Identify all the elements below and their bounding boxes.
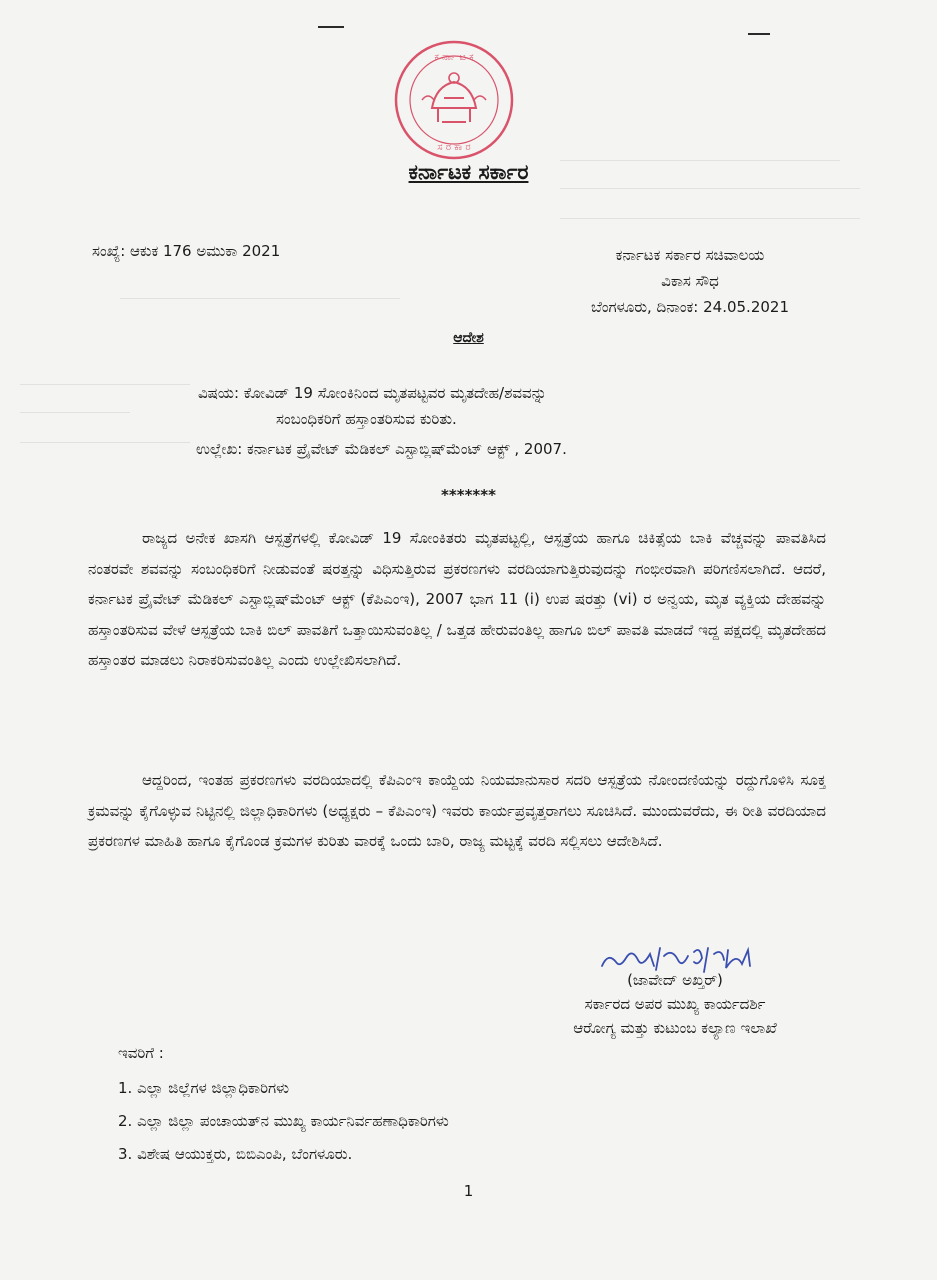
office-line: ಕರ್ನಾಟಕ ಸರ್ಕಾರ ಸಚಿವಾಲಯ <box>615 246 765 264</box>
order-title: ಆದೇಶ <box>453 330 484 346</box>
recipient-item: 1. ಎಲ್ಲಾ ಜಿಲ್ಲೆಗಳ ಜಿಲ್ಲಾಧಿಕಾರಿಗಳು <box>118 1079 290 1097</box>
office-date-line: ಬೆಂಗಳೂರು, ದಿನಾಂಕ: 24.05.2021 <box>591 298 789 316</box>
body-paragraph <box>88 523 826 676</box>
signatory-designation: ಸರ್ಕಾರದ ಅಪರ ಮುಖ್ಯ ಕಾರ್ಯದರ್ಶಿ <box>584 995 766 1013</box>
bleed-through-line <box>20 412 130 413</box>
bleed-through-line <box>20 384 190 385</box>
separator: ******* <box>441 486 496 504</box>
paragraph-text: ಆದ್ದರಿಂದ, ಇಂತಹ ಪ್ರಕರಣಗಳು ವರದಿಯಾದಲ್ಲಿ ಕೆಪಿಎಂಇ ಕಾಯ್ದೆಯ ನಿಯಮಾನುಸಾರ ಸದರಿ ಆಸ್ಪತ್ರೆಯ ನೋಂದಣಿಯನ್ನು ರದ್ದುಗೊಳಿಸಿ ಸೂಕ್ತ ಕ್ರಮವನ್ನು ಕೈಗೊಳ್ಳುವ ನಿಟ್ಟಿನಲ್ಲಿ ಜಿಲ್ಲಾಧಿಕಾರಿಗಳು (ಅಧ್ಯಕ್ಷರು – ಕೆಪಿಎಂಇ) ಇವರು ಕಾರ್ಯಪ್ರವೃತ್ತರಾಗಲು ಸೂಚಿಸಿದೆ. ಮುಂದುವರೆದು, ಈ ರೀತಿ ವರದಿಯಾದ ಪ್ರಕರಣಗಳ ಮಾಹಿತಿ ಹಾಗೂ ಕೈಗೊಂಡ ಕ್ರಮಗಳ ಕುರಿತು ವಾರಕ್ಕೆ ಒಂದು ಬಾರಿ, ರಾಜ್ಯ ಮಟ್ಟಕ್ಕೆ ವರದಿ ಸಲ್ಲಿಸಲು ಆದೇಶಿಸಿದೆ. <box>88 771 826 850</box>
signatory-block <box>520 968 830 1040</box>
subject-line: ಸಂಬಂಧಿಕರಿಗೆ ಹಸ್ತಾಂತರಿಸುವ ಕುರಿತು. <box>276 410 457 428</box>
government-title: ಕರ್ನಾಟಕ ಸರ್ಕಾರ <box>408 160 529 184</box>
paragraph-text: ರಾಜ್ಯದ ಅನೇಕ ಖಾಸಗಿ ಆಸ್ಪತ್ರೆಗಳಲ್ಲಿ ಕೋವಿಡ್ 19 ಸೋಂಕಿತರು ಮೃತಪಟ್ಟಲ್ಲಿ, ಆಸ್ಪತ್ರೆಯ ಹಾಗೂ ಚಿಕಿತ್ಸೆಯ ಬಾಕಿ ವೆಚ್ಚವನ್ನು ಪಾವತಿಸಿದ ನಂತರವೇ ಶವವನ್ನು ಸಂಬಂಧಿಕರಿಗೆ ನೀಡುವಂತೆ ಷರತ್ತನ್ನು ವಿಧಿಸುತ್ತಿರುವ ಪ್ರಕರಣಗಳು ವರದಿಯಾಗುತ್ತಿರುವುದನ್ನು ಗಂಭೀರವಾಗಿ ಪರಿಗಣಿಸಲಾಗಿದೆ. ಆದರೆ, ಕರ್ನಾಟಕ ಪ್ರೈವೇಟ್ ಮೆಡಿಕಲ್ ಎಸ್ಟಾಬ್ಲಿಷ್‌ಮೆಂಟ್ ಆಕ್ಟ್ (ಕೆಪಿಎಂಇ), 2007 ಭಾಗ 11 (i) ಉಪ ಷರತ್ತು (vi) ರ ಅನ್ವಯ, ಮೃತ ವ್ಯಕ್ತಿಯ ದೇಹವನ್ನು ಹಸ್ತಾಂತರಿಸುವ ವೇಳೆ ಆಸ್ಪತ್ರೆಯ ಬಾಕಿ ಬಿಲ್ ಪಾವತಿಗೆ ಒತ್ತಾಯಿಸುವಂತಿಲ್ಲ / ಒತ್ತಡ ಹೇರುವಂತಿಲ್ಲ ಹಾಗೂ ಬಿಲ್ ಪಾವತಿ ಮಾಡದೆ ಇದ್ದ ಪಕ್ಷದಲ್ಲಿ ಮೃತದೇಹದ ಹಸ್ತಾಂತರ ಮಾಡಲು ನಿರಾಕರಿಸುವಂತಿಲ್ಲ ಎಂದು ಉಲ್ಲೇಖಿಸಲಾಗಿದೆ. <box>88 529 826 669</box>
subject-block <box>198 380 547 432</box>
bleed-through-line <box>120 298 400 299</box>
recipients-list <box>118 1072 449 1171</box>
subject-line: ವಿಷಯ: ಕೋವಿಡ್ 19 ಸೋಂಕಿನಿಂದ ಮೃತಪಟ್ಟವರ ಮೃತದೇಹ/ಶವವನ್ನು <box>198 384 547 402</box>
office-line: ವಿಕಾಸ ಸೌಧ <box>661 272 719 290</box>
emblem-bottom-text: ಸ ರ ಕಾ ರ <box>437 142 471 153</box>
scan-mark <box>748 33 770 35</box>
body-paragraph <box>88 765 826 857</box>
reference-line: ಉಲ್ಲೇಖ: ಕರ್ನಾಟಕ ಪ್ರೈವೇಟ್ ಮೆಡಿಕಲ್ ಎಸ್ಟಾಬ್ಲಿಷ್‌ಮೆಂಟ್ ಆಕ್ಟ್ , 2007. <box>196 440 567 458</box>
karnataka-emblem-seal <box>392 38 516 162</box>
office-address <box>560 242 820 320</box>
emblem-top-text: ಕ ರ್ನಾ ಟ ಕ <box>434 52 474 63</box>
page-number: 1 <box>463 1182 474 1200</box>
signatory-department: ಆರೋಗ್ಯ ಮತ್ತು ಕುಟುಂಬ ಕಲ್ಯಾಣ ಇಲಾಖೆ <box>573 1019 777 1037</box>
reference-number: ಸಂಖ್ಯೆ: ಆಕುಕ 176 ಅಮುಕಾ 2021 <box>92 242 281 260</box>
recipient-item: 2. ಎಲ್ಲಾ ಜಿಲ್ಲಾ ಪಂಚಾಯತ್‌ನ ಮುಖ್ಯ ಕಾರ್ಯನಿರ್ವಹಣಾಧಿಕಾರಿಗಳು <box>118 1112 449 1130</box>
bleed-through-line <box>20 442 190 443</box>
recipients-label: ಇವರಿಗೆ : <box>118 1044 164 1062</box>
bleed-through-line <box>560 218 860 219</box>
signatory-name: (ಜಾವೇದ್ ಅಖ್ತರ್) <box>627 971 723 989</box>
bleed-through-line <box>560 188 860 189</box>
scan-mark <box>318 26 344 28</box>
recipient-item: 3. ವಿಶೇಷ ಆಯುಕ್ತರು, ಬಿಬಿಎಂಪಿ, ಬೆಂಗಳೂರು. <box>118 1145 353 1163</box>
